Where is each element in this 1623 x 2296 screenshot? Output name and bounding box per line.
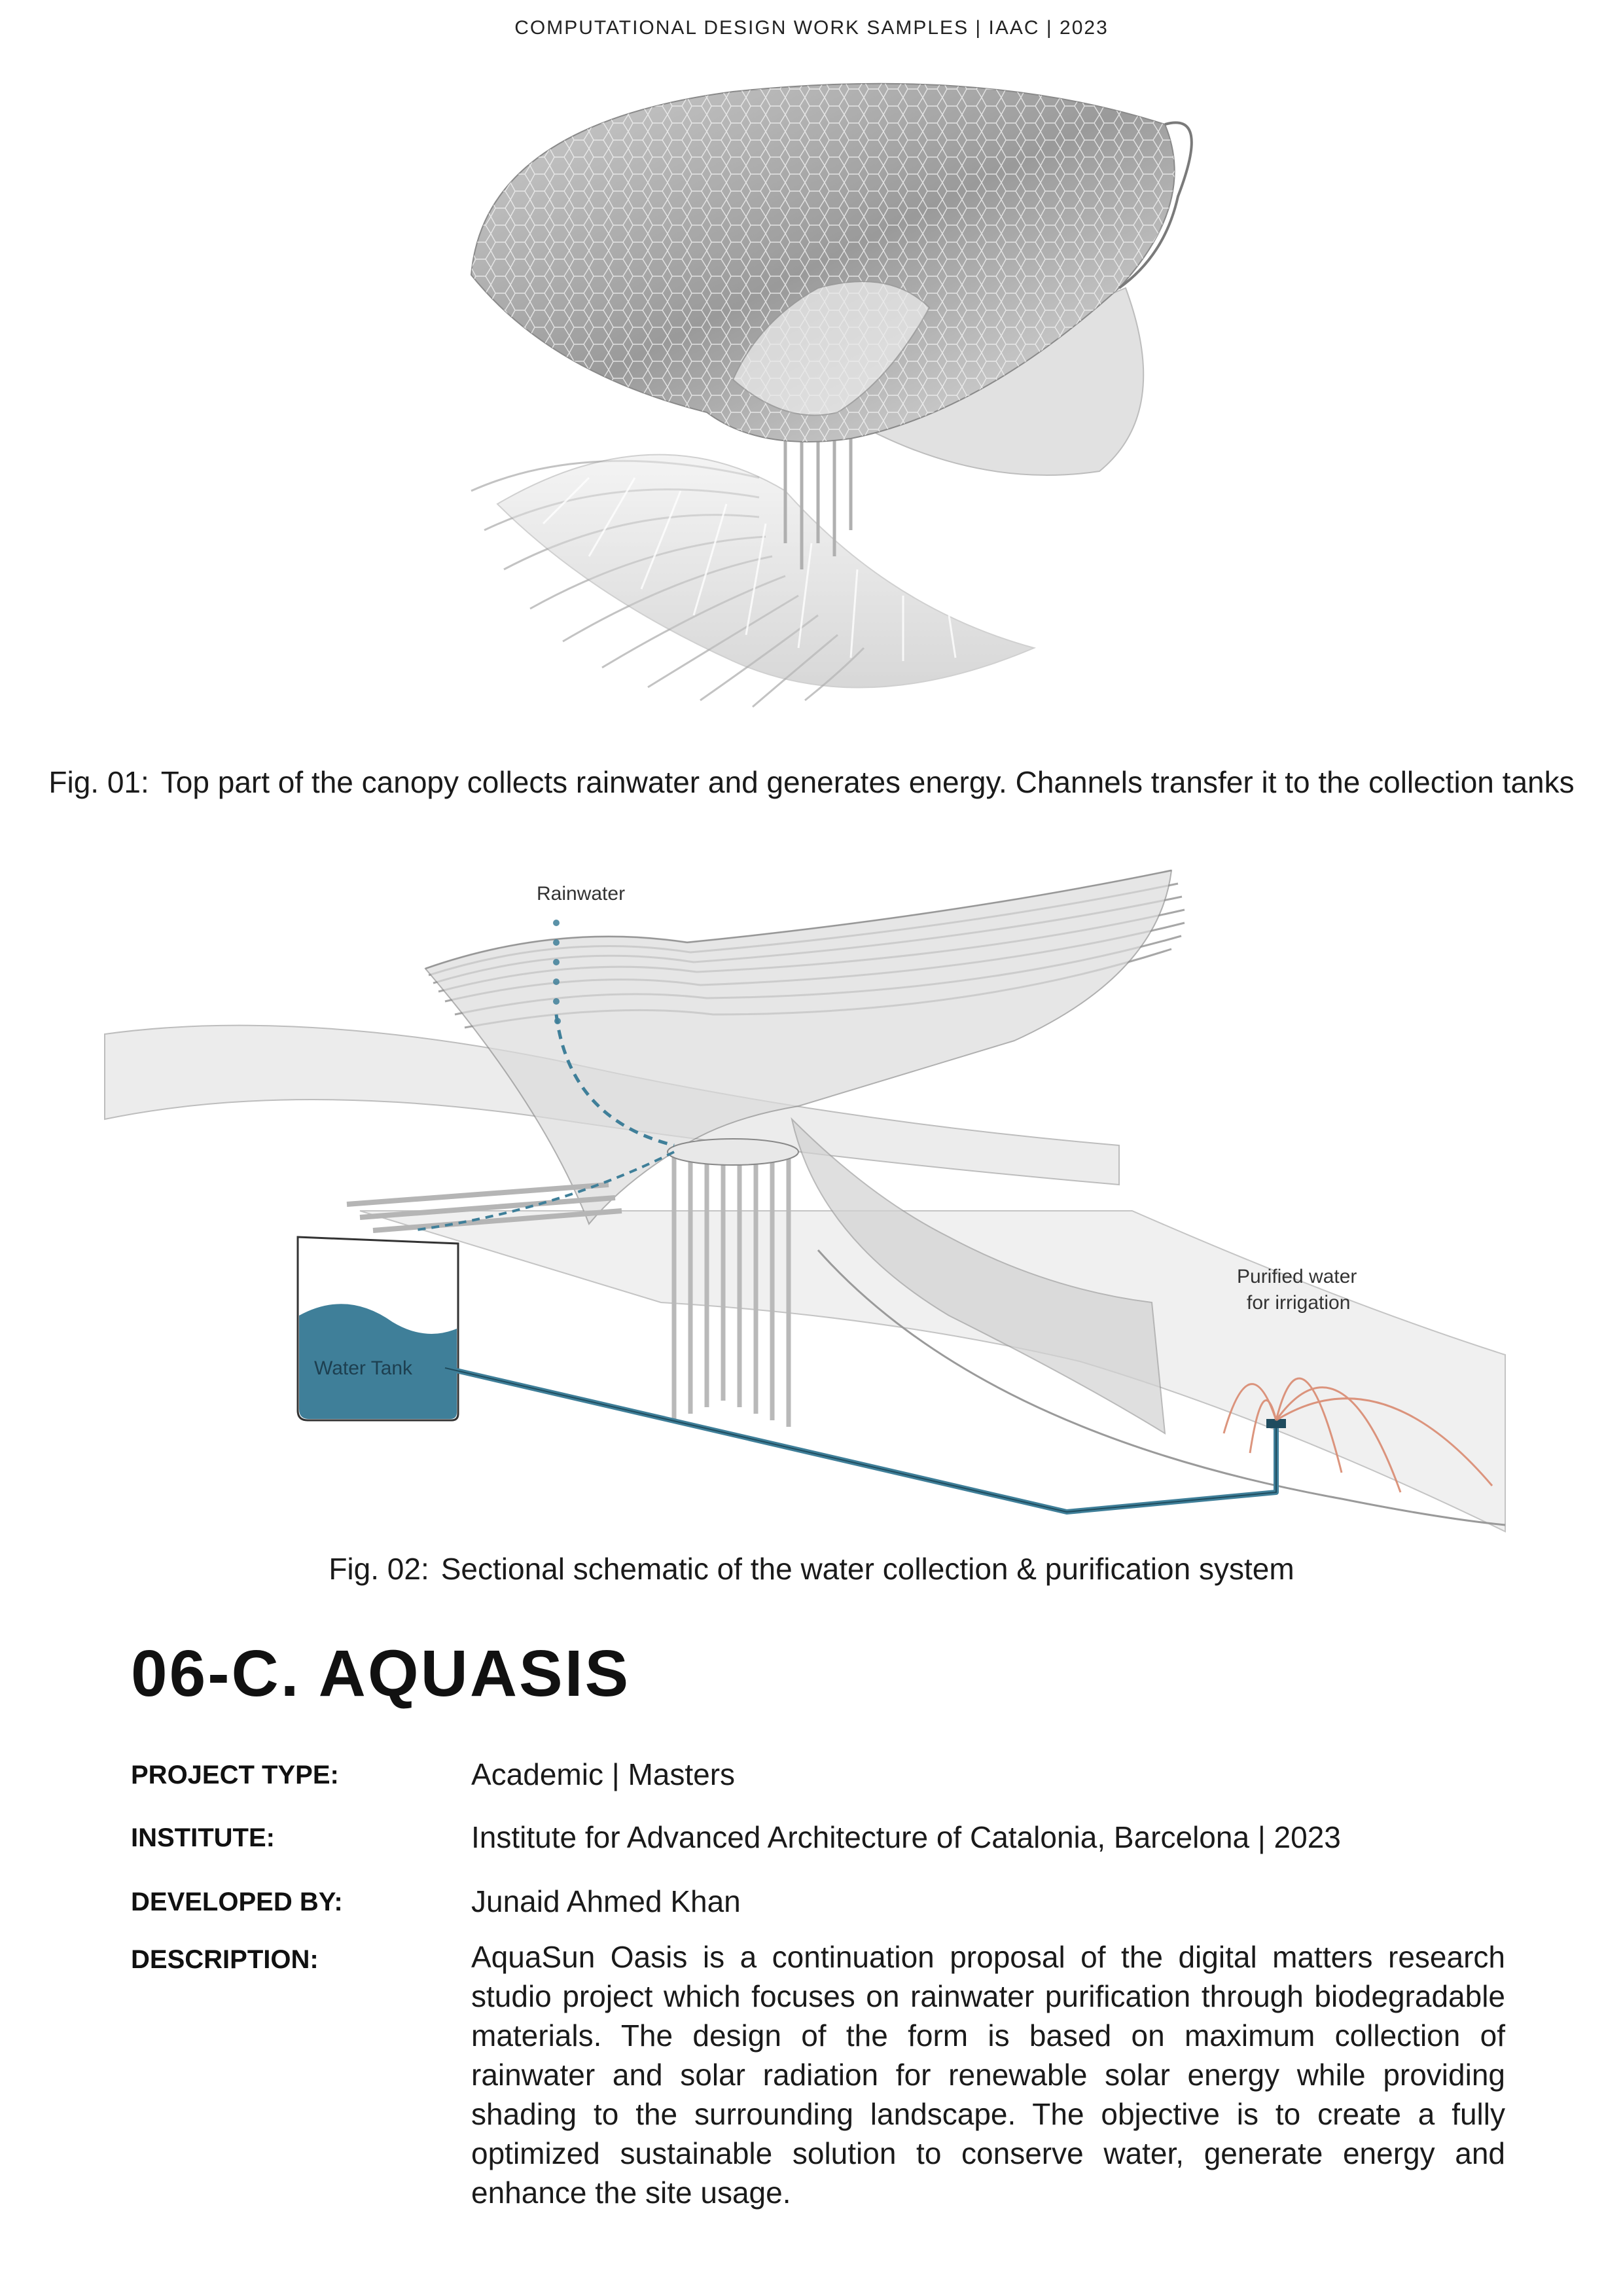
- project-type-value: Academic | Masters: [471, 1757, 736, 1791]
- developer-label: DEVELOPED BY:: [131, 1888, 343, 1916]
- figure1-number: Fig. 01:: [48, 765, 149, 799]
- developer-value: Junaid Ahmed Khan: [471, 1884, 741, 1918]
- project-type-label: PROJECT TYPE:: [131, 1761, 339, 1789]
- sprinkler-head: [1266, 1419, 1286, 1428]
- purified-water-label-line2: for irrigation: [1247, 1292, 1351, 1314]
- canopy-render-figure: [393, 72, 1243, 746]
- purified-water-label-line1: Purified water: [1237, 1266, 1357, 1287]
- figure2-caption-text: Sectional schematic of the water collection & purification system: [440, 1552, 1294, 1586]
- water-tank: [298, 1237, 458, 1420]
- institute-label: INSTITUTE:: [131, 1823, 275, 1852]
- water-tank-label: Water Tank: [314, 1357, 413, 1379]
- figure1-caption-text: Top part of the canopy collects rainwater and generates energy. Channels transfer it to the collection tanks: [160, 765, 1575, 799]
- figure2-number: Fig. 02:: [329, 1552, 429, 1586]
- project-title: 06-C. AQUASIS: [131, 1637, 631, 1710]
- figure2-caption: [0, 1551, 1623, 1587]
- institute-value: Institute for Advanced Architecture of Catalonia, Barcelona | 2023: [471, 1820, 1341, 1854]
- description-label: DESCRIPTION:: [131, 1945, 319, 1974]
- rainwater-label: Rainwater: [537, 883, 626, 905]
- page-header: COMPUTATIONAL DESIGN WORK SAMPLES | IAAC | 2023: [514, 17, 1109, 39]
- figure1-caption: [0, 764, 1623, 800]
- description-text: AquaSun Oasis is a continuation proposal of the digital matters research studio project which focuses on rainwater purification through biodegradable materials. The design of the form is based on maximum collection of rainwater and solar radiation for renewable solar energy while providing shading to the surrounding landscape. The objective is to create a fully optimized sustainable solution to conserve water, generate energy and enhance the site usage.: [471, 1940, 1505, 2210]
- water-system-schematic: [98, 844, 1538, 1545]
